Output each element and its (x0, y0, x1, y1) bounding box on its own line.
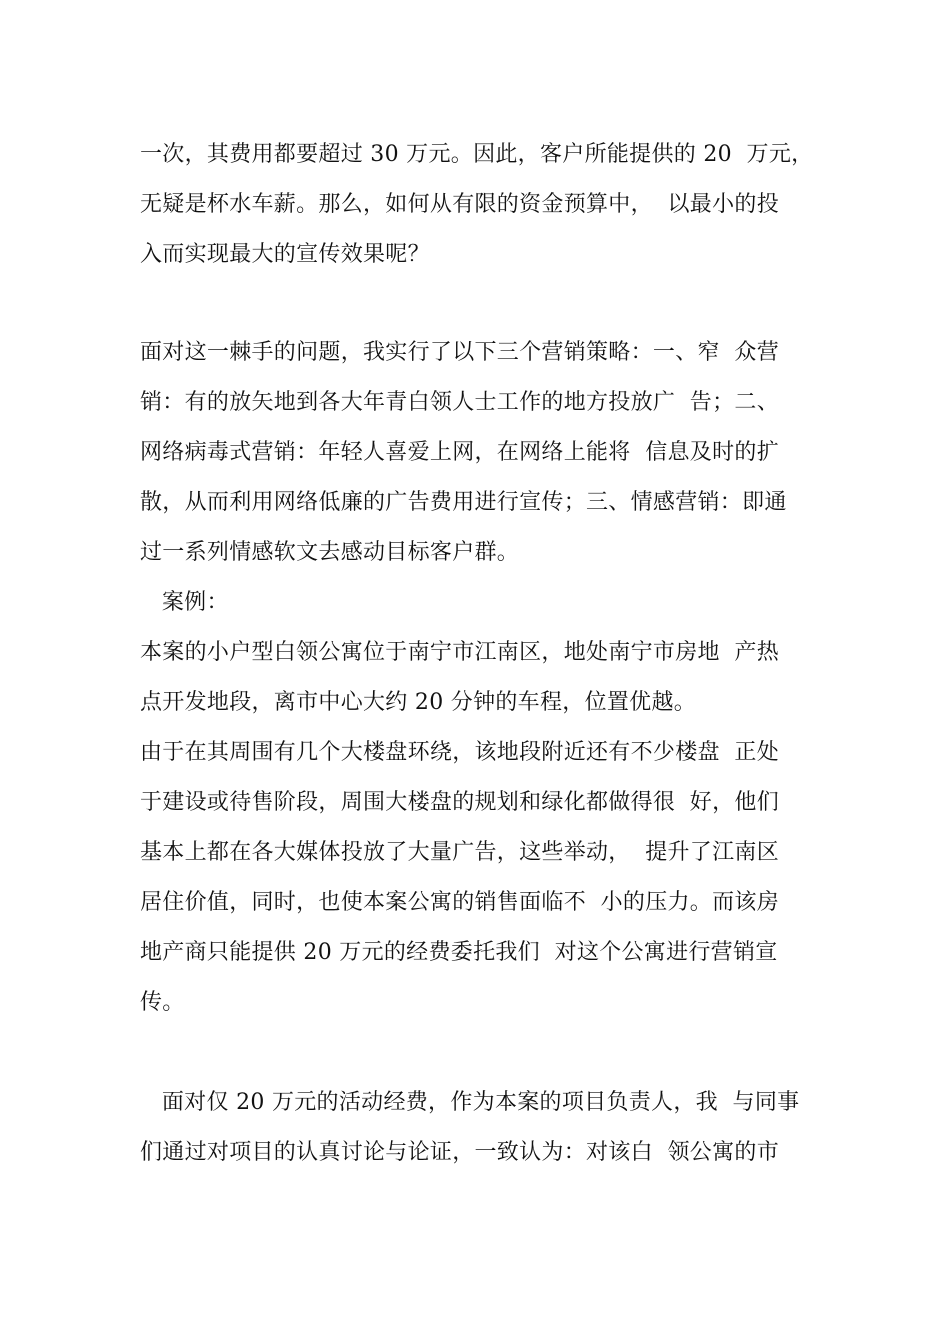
paragraph-1-line-2: 无疑是杯水车薪。那么，如何从有限的资金预算中， 以最小的投 (140, 192, 779, 217)
paragraph-5-line-5: 地产商只能提供 20 万元的经费委托我们 对这个公寓进行营销宣 (140, 940, 778, 965)
paragraph-1-line-3: 入而实现最大的宣传效果呢？ (140, 242, 430, 267)
paragraph-1-line-1: 一次，其费用都要超过 30 万元。因此，客户所能提供的 20 万元， (140, 142, 814, 167)
paragraph-5-line-1: 由于在其周围有几个大楼盘环绕，该地段附近还有不少楼盘 正处 (140, 740, 779, 765)
paragraph-5-line-3: 基本上都在各大媒体投放了大量广告，这些举动， 提升了江南区 (140, 840, 779, 865)
paragraph-5-line-2: 于建设或待售阶段，周围大楼盘的规划和绿化都做得很 好，他们 (140, 790, 779, 815)
paragraph-2-line-1: 面对这一棘手的问题，我实行了以下三个营销策略：一、窄 众营 (140, 340, 779, 365)
paragraph-2-line-5: 过一系列情感软文去感动目标客户群。 (140, 540, 520, 565)
paragraph-4-line-1: 本案的小户型白领公寓位于南宁市江南区，地处南宁市房地 产热 (140, 640, 779, 665)
paragraph-2-line-4: 散，从而利用网络低廉的广告费用进行宣传；三、情感营销：即通 (140, 490, 787, 515)
paragraph-4-line-2: 点开发地段，离市中心大约 20 分钟的车程，位置优越。 (140, 690, 697, 715)
paragraph-6-line-1: 面对仅 20 万元的活动经费，作为本案的项目负责人，我 与同事 (140, 1090, 800, 1115)
case-heading: 案例： (140, 590, 229, 615)
paragraph-6-line-2: 们通过对项目的认真讨论与论证，一致认为：对该白 领公寓的市 (140, 1140, 779, 1165)
paragraph-2-line-3: 网络病毒式营销：年轻人喜爱上网，在网络上能将 信息及时的扩 (140, 440, 779, 465)
paragraph-5-line-6: 传。 (140, 990, 185, 1015)
paragraph-2-line-2: 销：有的放矢地到各大年青白领人士工作的地方投放广 告；二、 (140, 390, 779, 415)
paragraph-5-line-4: 居住价值，同时，也使本案公寓的销售面临不 小的压力。而该房 (140, 890, 779, 915)
